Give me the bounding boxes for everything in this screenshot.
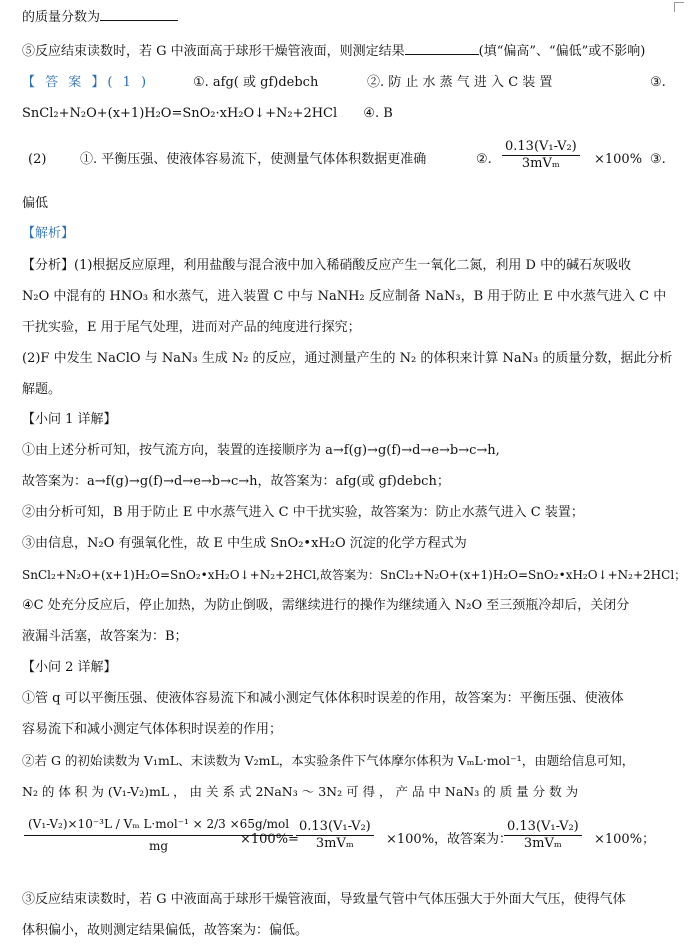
- analysis-line: 【分析】(1)根据反应原理，利用盐酸与混合液中加入稀硝酸反应产生一氧化二氮，利用 D 中的碱石灰吸收: [22, 258, 632, 273]
- detail-line: N₂ 的 体 积 为 (V₁-V₂)mL ， 由 关 系 式 2NaN₃ ～ 3N₂ 可 得 ， 产 品 中 NaN₃ 的 质 量 分 数 为: [22, 784, 579, 799]
- fraction-numerator: 0.13(V₁-V₂): [296, 820, 374, 836]
- detail-line: ④C 处充分反应后，停止加热，为防止倒吸，需继续进行的操作为继续通入 N₂O 至三颈瓶冷却后，关闭分: [22, 598, 630, 613]
- answer-p2-3: ③.: [650, 152, 666, 167]
- answer-2: ②. 防 止 水 蒸 气 进 入 C 装 置: [367, 75, 553, 90]
- answer-low: 偏低: [22, 196, 49, 211]
- detail-line: 容易流下和减小测定气体体积时误差的作用；: [22, 722, 283, 737]
- equation-text: ×100%，故答案为：: [386, 832, 513, 847]
- fraction: [296, 820, 374, 851]
- answer-p2-1: ①. 平衡压强、使液体容易流下，使测量气体体积数据更准确: [80, 152, 427, 167]
- answer-line: [22, 75, 672, 91]
- detail-line: ②由分析可知，B 用于防止 E 中水蒸气进入 C 中干扰实验，故答案为：防止水蒸气进入 C 装置；: [22, 505, 584, 520]
- answer-4: ④. B: [363, 106, 393, 121]
- percent: ×100%: [594, 152, 643, 167]
- fraction-denominator: 3mVₘ: [315, 836, 354, 851]
- fraction: [504, 820, 582, 851]
- detail-line: ①由上述分析可知，按气流方向，装置的连接顺序为 a→f(g)→g(f)→d→e→b→c→h,: [22, 443, 500, 458]
- fraction-numerator: (V₁-V₂)×10⁻³L / Vₘ L·mol⁻¹ × 2/3 ×65g/mol: [24, 816, 293, 836]
- detail-line: 体积偏小，故则测定结果偏低，故答案为：偏低。: [22, 923, 309, 938]
- analysis-line: 干扰实验，E 用于尾气处理，进而对产品的纯度进行探究；: [22, 320, 361, 335]
- fraction-denominator: 3mVₘ: [523, 836, 562, 851]
- answer-line: [22, 140, 672, 180]
- answer-3: ③.: [650, 75, 666, 90]
- fraction-denominator: mg: [149, 839, 169, 853]
- text-span: 的质量分数为: [22, 10, 101, 25]
- text-line: [22, 42, 645, 60]
- section-heading: 【小问 2 详解】: [22, 660, 117, 675]
- section-heading: 【小问 1 详解】: [22, 412, 117, 427]
- fraction: [502, 140, 580, 171]
- text-span: (填“偏高”、“偏低”或不影响): [478, 44, 646, 59]
- text-span: (2)F 中发生 NaClO 与 NaN₃ 生成 N₂ 的反应，通过测量产生的 N₂ 的体积来计算 NaN₃ 的质量分数，据此分析: [22, 351, 673, 366]
- equation: SnCl₂+N₂O+(x+1)H₂O=SnO₂·xH₂O↓+N₂+2HCl: [22, 106, 338, 121]
- equation-line: [22, 812, 682, 876]
- detail-line: ③由信息，N₂O 有强氧化性，故 E 中生成 SnO₂•xH₂O 沉淀的化学方程式为: [22, 536, 467, 551]
- analysis-line: 解题。: [22, 382, 62, 397]
- answer-line: [22, 106, 393, 122]
- detail-line: ①管 q 可以平衡压强、使液体容易流下和减小测定气体体积时误差的作用，故答案为：平衡压强、使液体: [22, 691, 624, 706]
- answer-label: 【 答 案 】( 1 ): [22, 75, 150, 90]
- analysis-label: 【解析】: [22, 226, 75, 241]
- page-corner-mark: [674, 2, 684, 12]
- analysis-line: [22, 351, 672, 367]
- fraction-numerator: 0.13(V₁-V₂): [502, 140, 580, 156]
- text-line: [22, 8, 178, 26]
- detail-line: ③反应结束读数时，若 G 中液面高于球形干燥管液面，导致量气管中气体压强大于外面大气压，使得气体: [22, 892, 626, 907]
- equation-text: ×100%=: [240, 832, 299, 847]
- fraction-numerator: 0.13(V₁-V₂): [504, 820, 582, 836]
- answer-p2-2: ②.: [476, 152, 492, 167]
- equation-text: ×100%；: [594, 832, 656, 847]
- detail-line: 液漏斗活塞，故答案为：B；: [22, 629, 188, 644]
- text-span: ⑤反应结束读数时，若 G 中液面高于球形干燥管液面，则测定结果: [22, 44, 405, 59]
- fraction-denominator: 3mVₘ: [521, 156, 560, 171]
- answer-blank: [405, 42, 479, 55]
- answer-1: ①. afg( 或 gf)debch: [193, 75, 319, 90]
- answer-blank: [100, 8, 178, 21]
- analysis-line: N₂O 中混有的 HNO₃ 和水蒸气，进入装置 C 中与 NaNH₂ 反应制备 NaN₃，B 用于防止 E 中水蒸气进入 C 中: [22, 289, 667, 304]
- part-label: (2): [28, 152, 47, 167]
- detail-line: SnCl₂+N₂O+(x+1)H₂O=SnO₂•xH₂O↓+N₂+2HCl,故答案为：SnCl₂+N₂O+(x+1)H₂O=SnO₂•xH₂O↓+N₂+2HCl；: [22, 568, 687, 582]
- detail-line: ②若 G 的初始读数为 V₁mL、末读数为 V₂mL，本实验条件下气体摩尔体积为 VₘL·mol⁻¹，由题给信息可知，: [22, 753, 635, 768]
- detail-line: 故答案为：a→f(g)→g(f)→d→e→b→c→h，故答案为：afg(或 gf)debch；: [22, 474, 450, 489]
